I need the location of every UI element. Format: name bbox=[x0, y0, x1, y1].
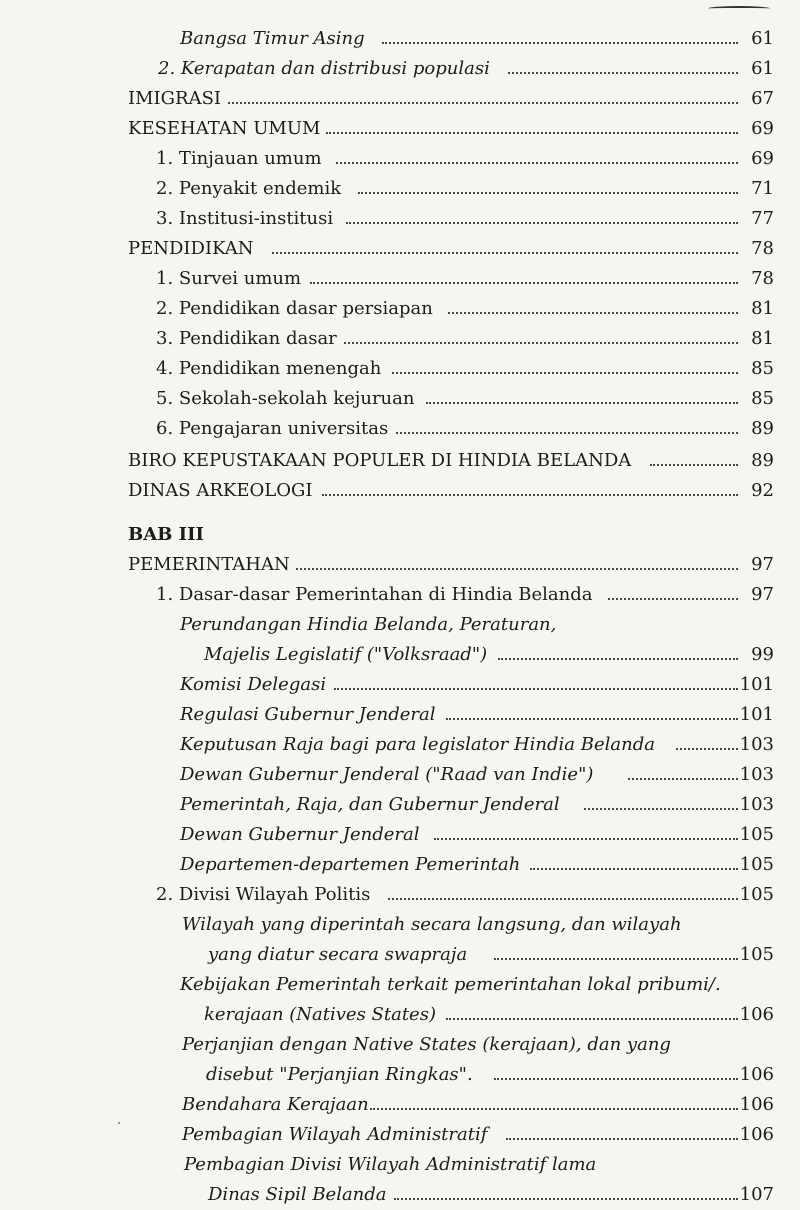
toc-entry-title: 3. Institusi-institusi bbox=[156, 208, 334, 229]
toc-entry-page: 67 bbox=[751, 88, 774, 109]
toc-entry bbox=[0, 790, 800, 820]
toc-entry bbox=[0, 820, 800, 850]
dot-leader bbox=[608, 598, 738, 600]
toc-entry-page: 101 bbox=[739, 674, 774, 695]
toc-entry bbox=[0, 580, 800, 610]
dot-leader bbox=[382, 42, 738, 44]
toc-entry bbox=[0, 234, 800, 264]
toc-entry-title: 1. Survei umum bbox=[156, 268, 302, 289]
toc-entry-title: 2. Kerapatan dan distribusi populasi bbox=[158, 58, 490, 79]
toc-entry bbox=[0, 84, 800, 114]
toc-entry-page: 89 bbox=[751, 418, 774, 439]
toc-entry bbox=[0, 204, 800, 234]
toc-entry-page: 89 bbox=[751, 450, 774, 471]
dot-leader bbox=[296, 568, 738, 570]
dot-leader bbox=[628, 778, 738, 780]
toc-entry bbox=[0, 114, 800, 144]
toc-entry-page: 107 bbox=[739, 1184, 774, 1205]
dot-leader bbox=[392, 372, 738, 374]
dot-leader bbox=[358, 192, 738, 194]
toc-entry-title: Regulasi Gubernur Jenderal bbox=[180, 704, 436, 725]
toc-entry-page: 105 bbox=[739, 944, 774, 965]
toc-entry-title: Kebijakan Pemerintah terkait pemerintahan lokal pribumi/. bbox=[180, 974, 721, 995]
toc-entry bbox=[0, 850, 800, 880]
toc-entry-page: 105 bbox=[739, 854, 774, 875]
dot-leader bbox=[272, 252, 738, 254]
toc-entry-page: 85 bbox=[751, 358, 774, 379]
toc-entry-title: Departemen-departemen Pemerintah bbox=[180, 854, 521, 875]
toc-entry bbox=[0, 880, 800, 910]
toc-entry bbox=[0, 446, 800, 476]
toc-entry bbox=[0, 670, 800, 700]
toc-entry-title: Keputusan Raja bagi para legislator Hindia Belanda bbox=[180, 734, 655, 755]
toc-entry-title: Dewan Gubernur Jenderal bbox=[180, 824, 420, 845]
toc-entry-page: 103 bbox=[739, 734, 774, 755]
toc-entry bbox=[0, 1150, 800, 1210]
dot-leader bbox=[530, 868, 738, 870]
toc-entry-page: 81 bbox=[751, 298, 774, 319]
dot-leader bbox=[346, 222, 738, 224]
toc-entry-page: 105 bbox=[739, 824, 774, 845]
toc-entry-page: 101 bbox=[739, 704, 774, 725]
toc-entry-title: Pemerintah, Raja, dan Gubernur Jenderal bbox=[180, 794, 560, 815]
toc-entry-title-continued: yang diatur secara swapraja bbox=[208, 944, 468, 965]
toc-entry-title: KESEHATAN UMUM bbox=[128, 118, 321, 139]
toc-entry-title: DINAS ARKEOLOGI bbox=[128, 480, 313, 501]
toc-entry-title: 1. Dasar-dasar Pemerintahan di Hindia Belanda bbox=[156, 584, 593, 605]
toc-entry-title-continued: Majelis Legislatif ("Volksraad") bbox=[204, 644, 488, 665]
toc-entry-title: 2. Penyakit endemik bbox=[156, 178, 342, 199]
toc-entry-page: 78 bbox=[751, 238, 774, 259]
dot-leader bbox=[650, 464, 738, 466]
dot-leader bbox=[494, 958, 738, 960]
toc-entry-title: PEMERINTAHAN bbox=[128, 554, 290, 575]
toc-entry-page: 85 bbox=[751, 388, 774, 409]
toc-entry-page: 106 bbox=[739, 1124, 774, 1145]
toc-entry-title: IMIGRASI bbox=[128, 88, 222, 109]
toc-entry-page: 103 bbox=[739, 764, 774, 785]
toc-entry-title: 3. Pendidikan dasar bbox=[156, 328, 337, 349]
toc-entry-title: Bendahara Kerajaan bbox=[182, 1094, 369, 1115]
toc-entry bbox=[0, 1090, 800, 1120]
toc-entry bbox=[0, 324, 800, 354]
toc-entry bbox=[0, 354, 800, 384]
toc-entry-title: 5. Sekolah-sekolah kejuruan bbox=[156, 388, 415, 409]
toc-entry-title: BAB III bbox=[128, 524, 204, 545]
dot-leader bbox=[498, 658, 738, 660]
dot-leader bbox=[336, 162, 738, 164]
toc-entry-title: Perjanjian dengan Native States (kerajaan), dan yang bbox=[182, 1034, 671, 1055]
toc-entry-title: Komisi Delegasi bbox=[180, 674, 327, 695]
toc-entry-title: PENDIDIKAN bbox=[128, 238, 254, 259]
toc-entry-page: 103 bbox=[739, 794, 774, 815]
toc-entry-title: 2. Pendidikan dasar persiapan bbox=[156, 298, 433, 319]
dot-leader bbox=[448, 312, 738, 314]
toc-entry-page: 69 bbox=[751, 118, 774, 139]
page-corner-mark bbox=[708, 6, 770, 11]
dot-leader bbox=[434, 838, 738, 840]
dot-leader bbox=[344, 342, 738, 344]
toc-entry bbox=[0, 54, 800, 84]
toc-entry bbox=[0, 294, 800, 324]
toc-entry-title: BIRO KEPUSTAKAAN POPULER DI HINDIA BELANDA bbox=[128, 450, 632, 471]
toc-entry-page: 106 bbox=[739, 1094, 774, 1115]
toc-entry-page: 99 bbox=[751, 644, 774, 665]
paper-speck bbox=[118, 1122, 120, 1124]
toc-entry bbox=[0, 760, 800, 790]
toc-entry-page: 97 bbox=[751, 584, 774, 605]
toc-entry-title: 4. Pendidikan menengah bbox=[156, 358, 382, 379]
toc-entry-page: 77 bbox=[751, 208, 774, 229]
toc-entry-title-continued: kerajaan (Natives States) bbox=[204, 1004, 436, 1025]
toc-entry-page: 78 bbox=[751, 268, 774, 289]
toc-entry-title-continued: disebut "Perjanjian Ringkas". bbox=[206, 1064, 473, 1085]
toc-entry bbox=[0, 610, 800, 670]
dot-leader bbox=[584, 808, 738, 810]
dot-leader bbox=[370, 1108, 738, 1110]
dot-leader bbox=[676, 748, 738, 750]
dot-leader bbox=[494, 1078, 738, 1080]
toc-entry bbox=[0, 384, 800, 414]
dot-leader bbox=[228, 102, 738, 104]
toc-entry-page: 92 bbox=[751, 480, 774, 501]
toc-entry bbox=[0, 1030, 800, 1090]
dot-leader bbox=[310, 282, 738, 284]
dot-leader bbox=[322, 494, 738, 496]
toc-entry-title: Pembagian Divisi Wilayah Administratif lama bbox=[184, 1154, 597, 1175]
toc-entry-page: 106 bbox=[739, 1004, 774, 1025]
toc-entry-title: 1. Tinjauan umum bbox=[156, 148, 322, 169]
toc-entry bbox=[0, 700, 800, 730]
toc-entry bbox=[0, 476, 800, 506]
dot-leader bbox=[446, 718, 738, 720]
toc-entry bbox=[0, 1120, 800, 1150]
toc-entry-page: 81 bbox=[751, 328, 774, 349]
toc-entry-page: 105 bbox=[739, 884, 774, 905]
dot-leader bbox=[508, 72, 738, 74]
dot-leader bbox=[426, 402, 738, 404]
toc-entry-title: 6. Pengajaran universitas bbox=[156, 418, 389, 439]
toc-entry bbox=[0, 174, 800, 204]
dot-leader bbox=[506, 1138, 738, 1140]
dot-leader bbox=[388, 898, 738, 900]
toc-entry-title: Wilayah yang diperintah secara langsung, dan wilayah bbox=[182, 914, 682, 935]
toc-entry bbox=[0, 24, 800, 54]
dot-leader bbox=[446, 1018, 738, 1020]
dot-leader bbox=[334, 688, 738, 690]
toc-entry-page: 71 bbox=[751, 178, 774, 199]
toc-entry bbox=[0, 414, 800, 444]
toc-entry bbox=[0, 144, 800, 174]
toc-entry-title: Bangsa Timur Asing bbox=[180, 28, 365, 49]
toc-entry-page: 69 bbox=[751, 148, 774, 169]
toc-entry bbox=[0, 550, 800, 580]
dot-leader bbox=[326, 132, 738, 134]
toc-entry-title: Pembagian Wilayah Administratif bbox=[182, 1124, 488, 1145]
toc-entry-page: 61 bbox=[751, 58, 774, 79]
toc-entry-page: 106 bbox=[739, 1064, 774, 1085]
toc-entry-title: 2. Divisi Wilayah Politis bbox=[156, 884, 371, 905]
dot-leader bbox=[396, 432, 738, 434]
toc-entry bbox=[0, 730, 800, 760]
toc-entry bbox=[0, 910, 800, 970]
toc-entry-page: 61 bbox=[751, 28, 774, 49]
toc-entry-page: 97 bbox=[751, 554, 774, 575]
toc-entry-title: Perundangan Hindia Belanda, Peraturan, bbox=[180, 614, 557, 635]
toc-entry bbox=[0, 970, 800, 1030]
toc-entry bbox=[0, 264, 800, 294]
chapter-heading bbox=[0, 520, 800, 550]
toc-entry-title: Dewan Gubernur Jenderal ("Raad van Indie") bbox=[180, 764, 594, 785]
toc-entry-title-continued: Dinas Sipil Belanda bbox=[208, 1184, 387, 1205]
